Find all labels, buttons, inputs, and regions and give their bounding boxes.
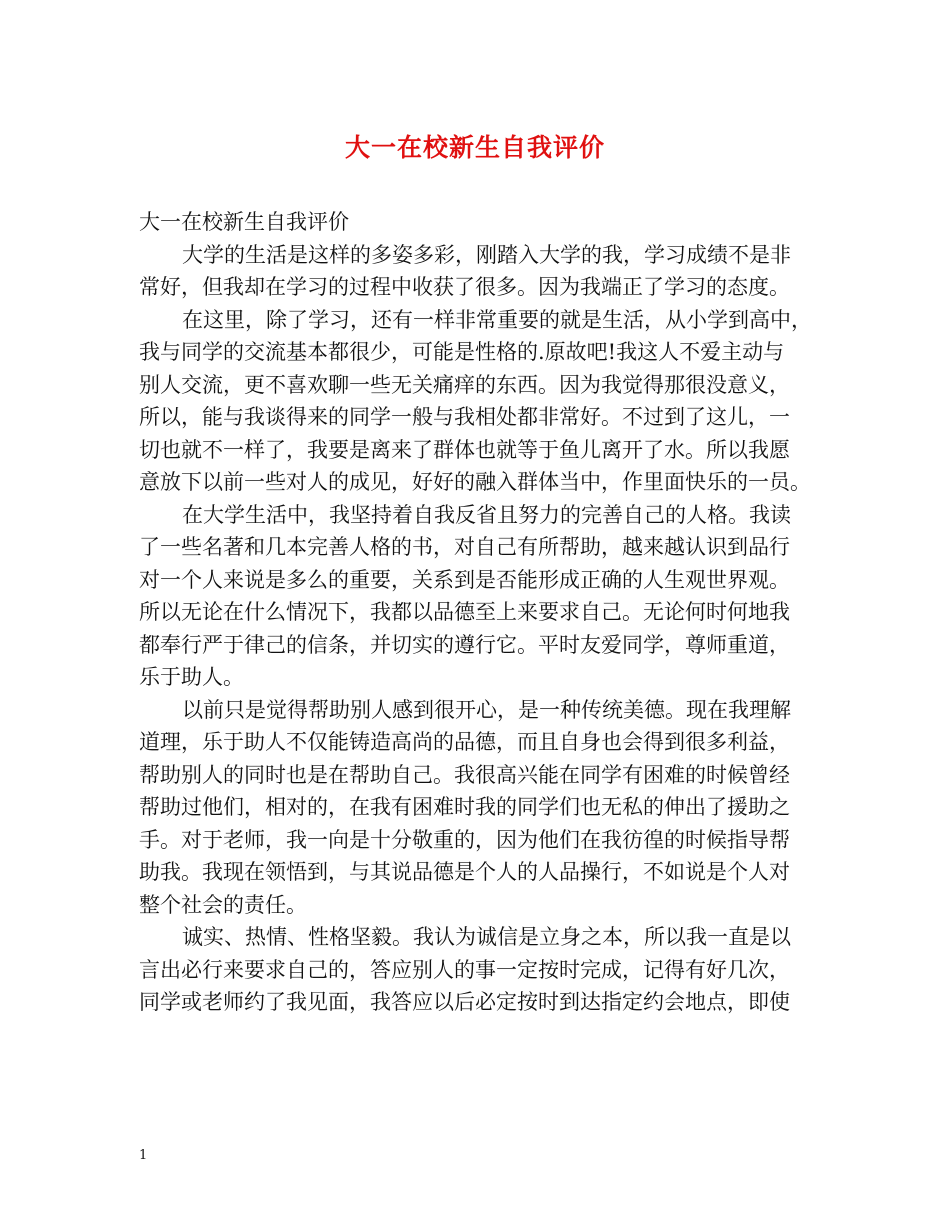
text-line: 都奉行严于律己的信条，并切实的遵行它。平时友爱同学，尊师重道， bbox=[139, 632, 790, 657]
text-line: 切也就不一样了，我要是离来了群体也就等于鱼儿离开了水。所以我愿 bbox=[139, 437, 790, 462]
text-line: 意放下以前一些对人的成见，好好的融入群体当中，作里面快乐的一员。 bbox=[139, 470, 811, 494]
text-line: 我与同学的交流基本都很少，可能是性格的.原故吧!我这人不爱主动与 bbox=[139, 340, 785, 364]
document-body bbox=[139, 206, 819, 1019]
text-line: 帮助别人的同时也是在帮助自己。我很高兴能在同学有困难的时候曾经 bbox=[139, 762, 790, 787]
paragraph-5 bbox=[139, 921, 819, 1019]
text-line: 整个社会的责任。 bbox=[139, 892, 307, 917]
document-title: 大一在校新生自我评价 bbox=[344, 133, 605, 162]
text-line: 所以无论在什么情况下，我都以品德至上来要求自己。无论何时何地我 bbox=[139, 600, 790, 624]
text-line: 对一个人来说是多么的重要，关系到是否能形成正确的人生观世界观。 bbox=[139, 567, 790, 592]
paragraph-4 bbox=[139, 694, 819, 922]
text-line: 乐于助人。 bbox=[139, 665, 244, 689]
text-line: 大学的生活是这样的多姿多彩，刚踏入大学的我，学习成绩不是非 bbox=[182, 242, 791, 267]
text-line: 手。对于老师，我一向是十分敬重的，因为他们在我彷徨的时候指导帮 bbox=[139, 827, 790, 852]
document-subtitle: 大一在校新生自我评价 bbox=[139, 210, 349, 234]
text-line: 助我。我现在领悟到，与其说品德是个人的人品操行，不如说是个人对 bbox=[139, 860, 790, 884]
paragraph-1 bbox=[139, 239, 819, 304]
text-line: 同学或老师约了我见面，我答应以后必定按时到达指定约会地点，即使 bbox=[139, 990, 790, 1014]
text-line: 帮助过他们，相对的，在我有困难时我的同学们也无私的伸出了援助之 bbox=[139, 795, 790, 819]
text-line: 在这里，除了学习，还有一样非常重要的就是生活，从小学到高中， bbox=[182, 307, 812, 332]
text-line: 所以，能与我谈得来的同学一般与我相处都非常好。不过到了这儿，一 bbox=[139, 405, 790, 429]
text-line: 以前只是觉得帮助别人感到很开心，是一种传统美德。现在我理解 bbox=[182, 697, 791, 722]
paragraph-2 bbox=[139, 304, 819, 499]
text-line: 在大学生活中，我坚持着自我反省且努力的完善自己的人格。我读 bbox=[182, 502, 791, 527]
text-line: 了一些名著和几本完善人格的书，对自己有所帮助，越来越认识到品行 bbox=[139, 535, 790, 559]
text-line: 言出必行来要求自己的，答应别人的事一定按时完成，记得有好几次， bbox=[139, 957, 790, 982]
text-line: 道理，乐于助人不仅能铸造高尚的品德，而且自身也会得到很多利益， bbox=[139, 730, 790, 754]
paragraph-3 bbox=[139, 499, 819, 694]
text-line: 别人交流，更不喜欢聊一些无关痛痒的东西。因为我觉得那很没意义， bbox=[139, 372, 790, 397]
text-line: 诚实、热情、性格坚毅。我认为诚信是立身之本，所以我一直是以 bbox=[182, 925, 791, 949]
page-number: 1 bbox=[139, 1148, 148, 1163]
text-line: 常好，但我却在学习的过程中收获了很多。因为我端正了学习的态度。 bbox=[139, 275, 790, 299]
